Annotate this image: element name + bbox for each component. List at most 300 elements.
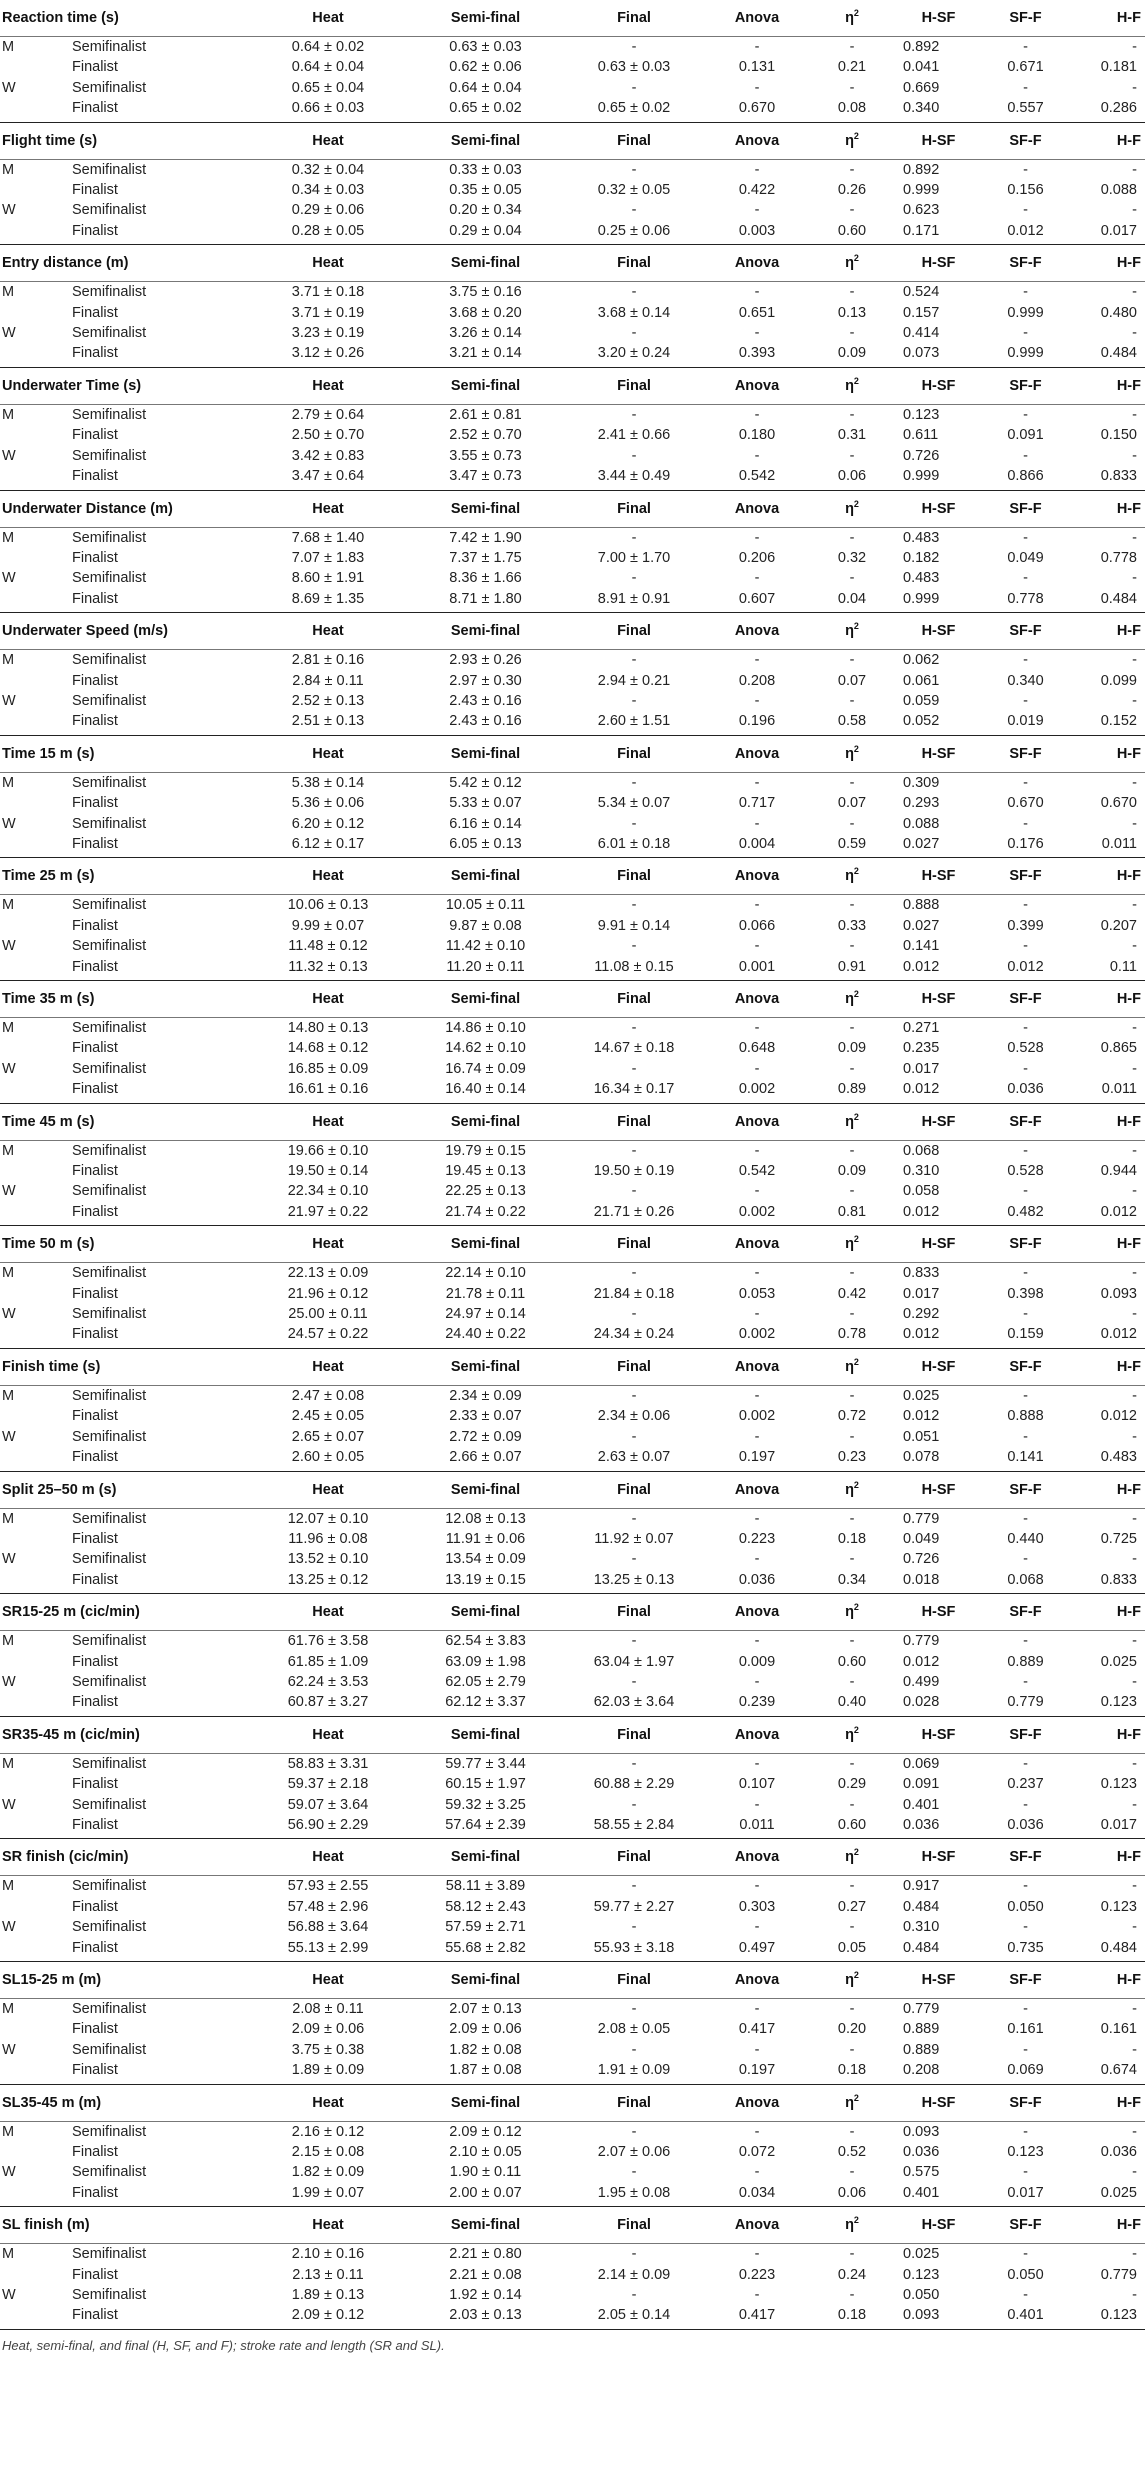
column-header-label: η — [845, 500, 854, 517]
table-cell: 0.833 — [1100, 1571, 1137, 1588]
table-cell: 2.09 ± 0.12 — [449, 2123, 522, 2140]
column-header — [809, 1471, 895, 1508]
table-cell: 61.85 ± 1.09 — [287, 1653, 369, 1670]
sex-label — [0, 425, 68, 445]
sex-label: M — [2, 1755, 15, 1772]
table-cell: 24.97 ± 0.14 — [445, 1306, 526, 1323]
sex-label — [0, 1406, 68, 1426]
column-header-label: η — [845, 623, 854, 640]
section-title: SL15-25 m (m) — [0, 1962, 248, 1999]
group-label: Finalist — [72, 2021, 118, 2038]
table-cell: - — [754, 1142, 760, 1159]
column-header-label: SF-F — [1009, 132, 1042, 149]
table-cell: - — [631, 325, 637, 342]
table-cell: 16.40 ± 0.14 — [445, 1081, 526, 1098]
column-header-label: Semi-final — [450, 1358, 521, 1375]
table-cell: 0.393 — [738, 345, 776, 362]
column-header-label: H-F — [1116, 1726, 1141, 1743]
table-cell: 11.20 ± 0.11 — [446, 958, 525, 975]
column-header-label: η — [845, 868, 854, 885]
section-title: Finish time (s) — [0, 1348, 248, 1385]
column-header — [895, 367, 982, 404]
table-row — [0, 1263, 1145, 1284]
table-cell: - — [631, 2164, 637, 2181]
table-cell: 0.012 — [903, 1326, 940, 1343]
column-header — [809, 122, 895, 159]
column-header-label: SF-F — [1009, 377, 1042, 394]
table-cell: 0.036 — [1100, 2144, 1137, 2161]
table-cell: - — [1132, 1387, 1137, 1404]
table-cell: - — [1132, 938, 1137, 955]
column-header-label: SF-F — [1009, 500, 1042, 517]
column-header-label: Heat — [312, 868, 344, 885]
column-header — [563, 122, 705, 159]
table-cell: 0.036 — [1007, 1081, 1044, 1098]
table-cell: - — [849, 2287, 855, 2304]
table-cell: - — [1023, 284, 1028, 301]
column-header-label: Semi-final — [450, 1481, 521, 1498]
column-header — [705, 245, 809, 282]
table-cell: 55.93 ± 3.18 — [593, 1939, 675, 1956]
eta-superscript: 2 — [853, 866, 859, 877]
column-header — [408, 1348, 563, 1385]
table-cell: - — [1132, 897, 1137, 914]
column-header — [809, 367, 895, 404]
table-cell: - — [631, 447, 637, 464]
section-header-row — [0, 1348, 1145, 1385]
column-header — [809, 245, 895, 282]
sex-label — [0, 221, 68, 245]
table-cell: 0.150 — [1100, 427, 1137, 444]
table-cell: 0.011 — [1101, 835, 1137, 852]
table-cell: 0.123 — [903, 406, 940, 423]
table-cell: 59.77 ± 3.44 — [445, 1755, 526, 1772]
table-cell: 0.557 — [1007, 100, 1044, 117]
section-header-row — [0, 613, 1145, 650]
column-header — [809, 1103, 895, 1140]
table-cell: - — [754, 79, 760, 96]
table-cell: - — [1132, 1428, 1137, 1445]
table-row — [0, 404, 1145, 425]
sex-label: M — [2, 2246, 15, 2263]
column-header-label: SF-F — [1009, 1358, 1042, 1375]
table-cell: - — [1132, 652, 1137, 669]
table-cell: 2.94 ± 0.21 — [597, 672, 671, 689]
column-header-label: Final — [617, 1358, 651, 1375]
column-header — [1069, 2084, 1145, 2121]
table-cell: - — [1023, 2164, 1028, 2181]
table-row — [0, 78, 1145, 98]
table-row — [0, 1324, 1145, 1348]
sex-label: M — [2, 774, 15, 791]
table-cell: 0.40 — [837, 1694, 867, 1711]
sex-label — [0, 1202, 68, 1226]
table-cell: - — [1132, 815, 1137, 832]
table-cell: 0.484 — [1100, 590, 1137, 607]
section-title: Entry distance (m) — [0, 245, 248, 282]
column-header-label: H-SF — [921, 1236, 956, 1253]
column-header-label: η — [845, 132, 854, 149]
column-header — [982, 1226, 1069, 1263]
table-cell: 0.670 — [1100, 795, 1137, 812]
group-label: Finalist — [72, 1040, 118, 1057]
table-cell: 0.062 — [903, 652, 940, 669]
table-cell: 3.68 ± 0.14 — [597, 304, 671, 321]
table-cell: 0.123 — [1100, 1898, 1137, 1915]
table-cell: 0.049 — [903, 1530, 940, 1547]
column-header — [248, 1348, 408, 1385]
table-cell: 0.061 — [903, 672, 940, 689]
column-header — [705, 1594, 809, 1631]
table-cell: 3.68 ± 0.20 — [449, 304, 522, 321]
column-header-label: Final — [617, 2217, 651, 2234]
table-cell: 2.21 ± 0.08 — [449, 2266, 522, 2283]
table-cell: 1.99 ± 0.07 — [291, 2184, 365, 2201]
sex-label: M — [2, 406, 15, 423]
table-cell: 13.25 ± 0.12 — [287, 1571, 369, 1588]
sex-label — [0, 1161, 68, 1181]
eta-superscript: 2 — [853, 2215, 859, 2226]
table-cell: 9.91 ± 0.14 — [597, 917, 671, 934]
table-cell: 0.09 — [837, 1040, 867, 1057]
column-header-label: Anova — [734, 1236, 780, 1253]
column-header-label: H-F — [1116, 1113, 1141, 1130]
column-header-label: SF-F — [1009, 1604, 1042, 1621]
table-row — [0, 343, 1145, 367]
group-label: Finalist — [72, 304, 118, 321]
column-header-label: H-SF — [921, 1113, 956, 1130]
eta-superscript: 2 — [853, 743, 859, 754]
table-cell: 0.012 — [1100, 1408, 1137, 1425]
table-cell: 16.74 ± 0.09 — [445, 1060, 526, 1077]
column-header — [982, 1839, 1069, 1876]
group-label: Semifinalist — [72, 1142, 147, 1159]
group-label: Finalist — [72, 2307, 118, 2324]
column-header-label: H-SF — [921, 1358, 956, 1375]
table-cell: - — [631, 938, 637, 955]
column-header-label: SF-F — [1009, 2217, 1042, 2234]
column-header — [408, 1471, 563, 1508]
table-cell: - — [631, 284, 637, 301]
eta-superscript: 2 — [853, 1970, 859, 1981]
table-cell: 1.95 ± 0.08 — [597, 2184, 671, 2201]
group-label: Finalist — [72, 590, 118, 607]
table-footnote: Heat, semi-final, and final (H, SF, and F); stroke rate and length (SR and SL). — [0, 2329, 1145, 2353]
group-label: Semifinalist — [72, 2041, 147, 2058]
column-header-label: η — [845, 377, 854, 394]
table-cell: 57.48 ± 2.96 — [287, 1898, 369, 1915]
group-label: Finalist — [72, 2184, 118, 2201]
column-header — [895, 2207, 982, 2244]
sex-label: W — [2, 2164, 16, 2181]
sex-label: M — [2, 897, 15, 914]
sex-label: M — [2, 161, 15, 178]
table-cell: 3.26 ± 0.14 — [449, 325, 522, 342]
sex-label — [0, 916, 68, 936]
table-cell: 0.271 — [903, 1020, 940, 1036]
column-header-label: H-SF — [921, 868, 956, 885]
sex-label: W — [2, 447, 16, 464]
table-row — [0, 1549, 1145, 1569]
table-cell: 0.32 ± 0.05 — [597, 182, 671, 199]
column-header-label: Final — [617, 255, 651, 272]
column-header — [982, 858, 1069, 895]
table-cell: 3.75 ± 0.38 — [291, 2041, 365, 2058]
table-cell: 2.60 ± 1.51 — [597, 713, 671, 730]
table-cell: 61.76 ± 3.58 — [287, 1633, 369, 1650]
table-cell: 11.96 ± 0.08 — [288, 1530, 368, 1547]
section-header-row — [0, 735, 1145, 772]
column-header — [895, 1103, 982, 1140]
table-cell: 0.036 — [738, 1571, 776, 1588]
group-label: Semifinalist — [72, 692, 147, 709]
column-header-label: Heat — [312, 1849, 344, 1866]
sex-label — [0, 303, 68, 323]
column-header-label: SF-F — [1009, 1726, 1042, 1743]
table-row — [0, 282, 1145, 303]
column-header-label: Semi-final — [450, 1849, 521, 1866]
table-cell: 0.81 — [837, 1203, 867, 1220]
table-cell: 0.889 — [903, 2041, 940, 2058]
table-cell: 0.049 — [1007, 549, 1044, 566]
table-cell: - — [1023, 1306, 1028, 1323]
table-cell: 0.889 — [1007, 1653, 1044, 1670]
table-cell: 2.09 ± 0.06 — [449, 2021, 522, 2038]
eta-superscript: 2 — [853, 1111, 859, 1122]
column-header — [248, 981, 408, 1018]
column-header — [895, 490, 982, 527]
column-header-label: H-F — [1116, 2094, 1141, 2111]
table-cell: 24.40 ± 0.22 — [445, 1326, 526, 1343]
column-header — [809, 981, 895, 1018]
table-cell: 14.68 ± 0.12 — [287, 1040, 369, 1057]
table-cell: 21.78 ± 0.11 — [445, 1285, 526, 1302]
column-header-label: Final — [617, 623, 651, 640]
table-cell: - — [754, 897, 760, 914]
section-title: Split 25–50 m (s) — [0, 1471, 248, 1508]
sex-label — [0, 548, 68, 568]
table-cell: 0.717 — [738, 795, 776, 812]
column-header-label: SF-F — [1009, 10, 1042, 26]
table-cell: 0.64 ± 0.04 — [291, 59, 365, 76]
table-cell: - — [1132, 2041, 1137, 2058]
column-header — [895, 1839, 982, 1876]
table-row — [0, 1529, 1145, 1549]
column-header-label: Anova — [734, 868, 780, 885]
column-header-label: Heat — [312, 1113, 344, 1130]
column-header — [982, 1103, 1069, 1140]
table-cell: 0.053 — [738, 1285, 776, 1302]
table-cell: 21.74 ± 0.22 — [445, 1203, 526, 1220]
table-cell: 2.51 ± 0.13 — [291, 713, 365, 730]
table-cell: 0.001 — [738, 958, 776, 975]
table-cell: 62.54 ± 3.83 — [445, 1633, 526, 1650]
table-cell: 13.54 ± 0.09 — [445, 1551, 526, 1568]
table-cell: 2.09 ± 0.06 — [291, 2021, 365, 2038]
table-cell: 0.18 — [837, 2062, 867, 2079]
section-header-row — [0, 245, 1145, 282]
table-row — [0, 1938, 1145, 1962]
group-label: Finalist — [72, 1694, 118, 1711]
column-header — [809, 490, 895, 527]
sex-label: M — [2, 39, 15, 55]
group-label: Semifinalist — [72, 2123, 147, 2140]
table-cell: - — [631, 897, 637, 914]
sex-label — [0, 2060, 68, 2084]
column-header-label: Final — [617, 2094, 651, 2111]
table-cell: 0.726 — [903, 447, 940, 464]
table-row — [0, 1202, 1145, 1226]
group-label: Finalist — [72, 1816, 118, 1833]
table-cell: 0.09 — [837, 1163, 867, 1180]
table-row — [0, 466, 1145, 490]
column-header-label: Semi-final — [450, 1604, 521, 1621]
column-header — [982, 981, 1069, 1018]
table-cell: - — [1132, 79, 1137, 96]
column-header-label: SF-F — [1009, 1972, 1042, 1988]
table-cell: 0.004 — [738, 835, 776, 852]
table-cell: - — [1023, 325, 1028, 342]
table-cell: 0.235 — [903, 1040, 940, 1057]
table-cell: - — [1023, 938, 1028, 955]
column-header-label: H-F — [1116, 1604, 1141, 1621]
table-cell: 0.33 — [837, 917, 867, 934]
sex-label — [0, 98, 68, 122]
table-row — [0, 1181, 1145, 1201]
column-header — [1069, 1594, 1145, 1631]
table-row — [0, 1038, 1145, 1058]
group-label: Finalist — [72, 1163, 118, 1180]
table-cell: 0.29 — [837, 1776, 867, 1793]
table-cell: 0.524 — [903, 284, 940, 301]
table-cell: - — [754, 1387, 760, 1404]
column-header-label: η — [845, 10, 854, 26]
table-cell: 0.051 — [903, 1428, 940, 1445]
column-header-label: H-F — [1116, 500, 1141, 517]
section-header-row — [0, 981, 1145, 1018]
sex-label: W — [2, 1183, 16, 1200]
table-cell: 0.180 — [738, 427, 776, 444]
eta-superscript: 2 — [853, 989, 859, 1000]
sex-label: M — [2, 1265, 15, 1282]
table-cell: 0.050 — [903, 2287, 940, 2304]
table-cell: - — [1023, 2041, 1028, 2058]
table-cell: - — [1132, 325, 1137, 342]
table-cell: - — [754, 39, 760, 55]
table-cell: 2.03 ± 0.13 — [449, 2307, 522, 2324]
table-cell: - — [754, 2041, 760, 2058]
sex-label: M — [2, 1142, 15, 1159]
table-cell: 63.09 ± 1.98 — [445, 1653, 526, 1670]
table-cell: 0.611 — [903, 427, 939, 444]
table-cell: 1.90 ± 0.11 — [449, 2164, 522, 2181]
table-cell: - — [1023, 1387, 1028, 1404]
sex-label — [0, 1447, 68, 1471]
group-label: Semifinalist — [72, 1060, 147, 1077]
column-header-label: H-SF — [921, 991, 956, 1007]
column-header-label: Final — [617, 377, 651, 394]
table-cell: 0.025 — [1100, 1653, 1137, 1670]
table-cell: 0.528 — [1007, 1040, 1044, 1057]
column-header — [408, 490, 563, 527]
table-cell: 2.47 ± 0.08 — [291, 1387, 365, 1404]
table-cell: - — [754, 1306, 760, 1323]
column-header-label: H-F — [1116, 1849, 1141, 1866]
table-cell: 57.59 ± 2.71 — [445, 1919, 526, 1936]
column-header — [809, 1839, 895, 1876]
table-cell: 0.012 — [903, 1653, 940, 1670]
section-header-row — [0, 1839, 1145, 1876]
column-header-label: Final — [617, 500, 651, 517]
sex-label: W — [2, 1919, 16, 1936]
sex-label: W — [2, 1551, 16, 1568]
table-cell: - — [754, 2164, 760, 2181]
column-header — [705, 1839, 809, 1876]
sex-label: W — [2, 1428, 16, 1445]
table-cell: 0.13 — [837, 304, 867, 321]
column-header — [809, 1226, 895, 1263]
table-cell: 3.12 ± 0.26 — [291, 345, 365, 362]
column-header-label: Final — [617, 1113, 651, 1130]
column-header — [1069, 367, 1145, 404]
table-cell: 0.833 — [903, 1265, 940, 1282]
table-cell: - — [754, 1633, 760, 1650]
table-cell: 3.42 ± 0.83 — [291, 447, 365, 464]
table-cell: 2.97 ± 0.30 — [449, 672, 522, 689]
table-cell: 11.42 ± 0.10 — [445, 938, 526, 955]
table-cell: 7.07 ± 1.83 — [291, 549, 365, 566]
column-header — [705, 122, 809, 159]
table-cell: - — [754, 529, 760, 546]
table-cell: - — [1023, 1755, 1028, 1772]
column-header — [982, 613, 1069, 650]
column-header — [1069, 2207, 1145, 2244]
table-cell: 0.182 — [903, 549, 940, 566]
column-header — [982, 2084, 1069, 2121]
column-header-label: H-F — [1116, 745, 1141, 762]
table-cell: 0.340 — [903, 100, 940, 117]
column-header-label: SF-F — [1009, 623, 1042, 640]
table-row — [0, 568, 1145, 588]
table-cell: 0.06 — [837, 468, 867, 485]
column-header — [563, 1103, 705, 1140]
table-cell: - — [1132, 1060, 1137, 1077]
sex-label — [0, 1529, 68, 1549]
table-cell: 0.152 — [1100, 713, 1137, 730]
group-label: Semifinalist — [72, 1387, 147, 1404]
table-cell: 0.575 — [903, 2164, 940, 2181]
table-cell: 2.52 ± 0.70 — [449, 427, 522, 444]
table-cell: 0.041 — [903, 59, 940, 76]
column-header-label: H-SF — [921, 2217, 956, 2234]
table-cell: - — [849, 1428, 855, 1445]
table-row — [0, 548, 1145, 568]
table-cell: 2.45 ± 0.05 — [291, 1408, 365, 1425]
table-cell: - — [849, 1387, 855, 1404]
column-header-label: Heat — [312, 2217, 344, 2234]
table-cell: - — [631, 1428, 637, 1445]
table-row — [0, 159, 1145, 180]
column-header-label: H-F — [1116, 868, 1141, 885]
table-cell: 8.69 ± 1.35 — [291, 590, 365, 607]
table-cell: - — [631, 2041, 637, 2058]
column-header — [1069, 245, 1145, 282]
table-cell: 0.293 — [903, 795, 940, 812]
group-label: Semifinalist — [72, 1265, 147, 1282]
table-cell: - — [1132, 2164, 1137, 2181]
column-header-label: Heat — [312, 1481, 344, 1498]
table-cell: - — [849, 1060, 855, 1077]
